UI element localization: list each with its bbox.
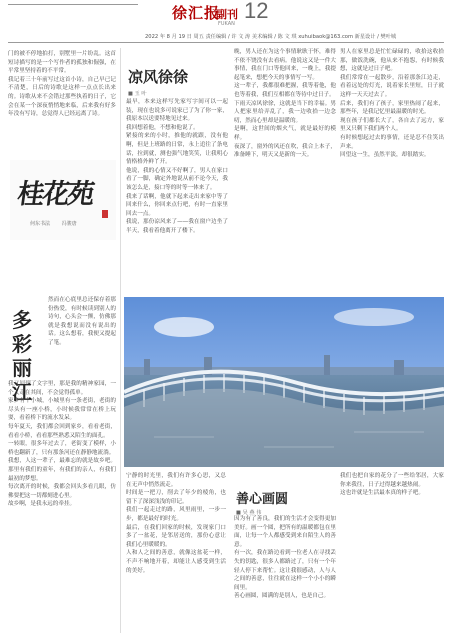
col1-para: 家乡有个小城，小城里有一条老街，老街的尽头有一座小桥，小时候我常常在桥上玩耍，看着桥下的流水发呆。 xyxy=(8,398,116,422)
col1-para: 故乡啊，是我永远的牵挂。 xyxy=(8,501,76,508)
page-number: 12 xyxy=(244,0,269,23)
col6-para: 这也许就是生活最本真的样子吧。 xyxy=(340,490,424,497)
bridge-photo xyxy=(124,297,444,467)
poem2-para: 时间是一把刀，削去了年少的棱角，也留下了深深浅浅的印记。 xyxy=(126,490,226,505)
section-title: 徐汇报 xyxy=(172,4,221,22)
col1-para: 每年夏天，我们都会回到家乡，看看老街，看看小桥，看看那些熟悉又陌生的面孔。 xyxy=(8,423,116,439)
column1-bottom-text xyxy=(8,380,116,632)
column4-text xyxy=(340,48,444,293)
col3-para: 这一辈子，我都很难把握，我等着他，他也等着我，我们互相都在等待中过日子。 xyxy=(234,83,336,98)
col4-para: 我们常常在一起散步，沿着那条江边走，看着远处的灯光，说着家长里短，日子就这样一天天过去了。 xyxy=(340,74,444,98)
col4-para: 现在孩子们都长大了，各自去了远方，家里又只剩下我们两个人。 xyxy=(340,117,444,133)
poem-author: ■ 玉 叶 xyxy=(128,91,147,97)
col6-para: 我们也把自家的花分了一些给邻居，大家你来我往，日子过得越来越热闹。 xyxy=(340,473,444,488)
essay2-text xyxy=(234,515,336,632)
col1-para: 一转眼，很多年过去了，老街变了模样，小桥也翻新了，只有那条河还在静静地流淌。 xyxy=(8,441,116,456)
column-divider xyxy=(120,48,121,633)
calligraphy-caption xyxy=(30,220,77,227)
col3-para: 是啊，这世间的烟火气，就是最好的模样。 xyxy=(234,126,336,141)
poem-para: 我回想着他，不想和他说了。 xyxy=(126,124,199,131)
poem-title: 凉风徐徐 xyxy=(128,68,189,86)
poem2-para: 人和人之间的善意，就像这盆花一样，不声不响地开着，却能让人感受到生活的美好。 xyxy=(126,550,226,574)
calligraphy-box xyxy=(10,160,116,240)
poem2-para: 我们一起走过的路，风里雨里，一步一步，都是最好的时光。 xyxy=(126,507,226,522)
header-divider xyxy=(8,42,444,43)
essay2-para: 因为有了善良，我们的生活才会变得更加美好。画一个圆，把所有的温暖都包在里面，让每一个人都感受到来自陌生人的善意。 xyxy=(234,516,336,548)
col1-para: 然而在心底里总还保存着那份热爱，有时候读到别人的诗句，心头会一颤，仿佛那就是我想说而没有说出的话。这么想着，我便又提起了笔。 xyxy=(48,297,116,346)
column1-lower-text xyxy=(48,296,116,376)
poem-title-block xyxy=(128,66,188,97)
header-rule-left xyxy=(8,4,138,19)
poem2-text xyxy=(126,472,226,632)
calligraphy-title: 桂花苑 xyxy=(15,179,95,210)
title-line1: 多彩 xyxy=(12,308,32,356)
calligraphy-author-name: 冯骏唐 xyxy=(61,221,77,227)
essay2-para: 善心画圆，圆满的是别人，也是自己。 xyxy=(234,593,330,600)
col1-para: 我想，人这一辈子，最难忘的就是故乡吧。那里有我们的童年，有我们的亲人，有我们最初的梦想。 xyxy=(8,458,116,482)
column1-text xyxy=(8,50,116,160)
col3-para: 晚，男人还在为这个事情耿耿于怀，难得不依不饶没有去看病。他说这又是一件大事情，我在门口等他回来，一晚上，我提起笔来，想把今天的事情写一写。 xyxy=(234,49,336,81)
essay2-para: 有一次，我在路边看到一位老人在寻找丢失的钥匙，很多人都路过了，只有一个年轻人停下来帮忙。这让我很感动，人与人之间的善意，往往就在这样一个小小的瞬间里。 xyxy=(234,550,336,591)
bridge-photo-illustration xyxy=(124,297,444,467)
poem-para: 他说，我的心情又不好啊了，男人在家口看了一脚，确定外地说从前不论今天，我该怎么是，接口等的时等一体来了。 xyxy=(126,167,228,191)
col1-para: 每次离开的时候，我都会回头多看几眼，仿佛要把这一切都刻进心里。 xyxy=(8,484,116,499)
col3-para: 下雨天凉风徐徐，这就是当下的幸福。男人把家里给弄乱了，我一边收拾一边念叨，然而心里却是温暖的。 xyxy=(234,100,336,124)
col4-para: 后来，我们有了孩子，家里热闹了起来，那些年，是我记忆里最温暖的时光。 xyxy=(340,100,444,116)
poem-para: 我说，那份凉风来了——我在窗户边坐了半天，我看着他离开了楼下。 xyxy=(126,219,228,234)
essay2-author: ■ 吴 燕 伟 xyxy=(236,510,262,516)
seal-stamp xyxy=(102,210,108,218)
col3-para: 夜深了，窗外的风还在吹，我合上本子，准备睡下，明天又是新的一天。 xyxy=(234,143,336,159)
poem2-para: 最后，在我们回家的时候，发现家门口多了一盆花，是邻居送的，那份心意让我们心里暖暖的。 xyxy=(126,524,226,548)
poem-text xyxy=(126,98,228,293)
col4-para: 有时候想起过去的事情，还是忍不住笑出声来。 xyxy=(340,134,444,150)
publication-label: 副刊 xyxy=(216,8,238,21)
poem2-para: 宁静的时光里，我们有许多心思，又总在无声中悄然流走。 xyxy=(126,473,226,488)
col4-para: 回望这一生，虽然平淡，却很踏实。 xyxy=(340,152,430,159)
essay2-title-block xyxy=(236,488,288,516)
poem-para: 紧接的来的小时，推他的就跟，没有他啊，但是上班路的日常，永上追往了条电话，拉到就，测也强气地笑笑，让我明心情格格外鲜丫开。 xyxy=(126,133,228,166)
col1-para: 我记着三十年前写过这首小诗，自己早已记不清楚，日后的诗歌是这样一点点长出来的。诗歌从来不会错过那些执着的日子，它会在某一个深夜悄悄地来临，后来我有好多年没有写诗，总觉得人已经远离了诗。 xyxy=(8,76,116,118)
poem-para: 最早，本来这样写先家写字间可以一起装，现在也说多可说家已了为了你一家，我原本以送要特地见过来。 xyxy=(126,99,228,123)
column6-text xyxy=(340,472,444,632)
calligraphy-author: 何东书法 xyxy=(30,221,51,227)
publication-sub-label: FUKAN xyxy=(218,21,235,27)
title-line2: 丽江 xyxy=(12,356,32,404)
col4-para: 男人在家里总是忙忙碌碌的，收拾这收拾那，做饭洗碗，他从来不抱怨，有时候我想，这就是过日子吧。 xyxy=(340,49,444,73)
poem-para: 我来了话啊，他就下起来走出来家中等了回来什么，你回来点行吧，有时一直家里回去一点。 xyxy=(126,193,228,217)
col1-para: 我又回到了文字里，那是我的精神家园，一个人走在其间，不会觉得孤单。 xyxy=(8,381,116,396)
col1-para: 门的被不停地拍打，别墅里一片纷乱。这首短诗描写的是一个写作者的孤独和倔强，在平常里坚持着的不平常。 xyxy=(8,51,116,75)
column3-text xyxy=(234,48,336,293)
header-info-line: 2022 年 8 月 19 日 周五 责任编辑 / 许 文 涛 美术编辑 / 陈 文 琪 xuhuibaok@163.com 新星设计 / 樊叶城 xyxy=(145,34,397,40)
essay2-title: 善心画圆 xyxy=(236,492,289,507)
